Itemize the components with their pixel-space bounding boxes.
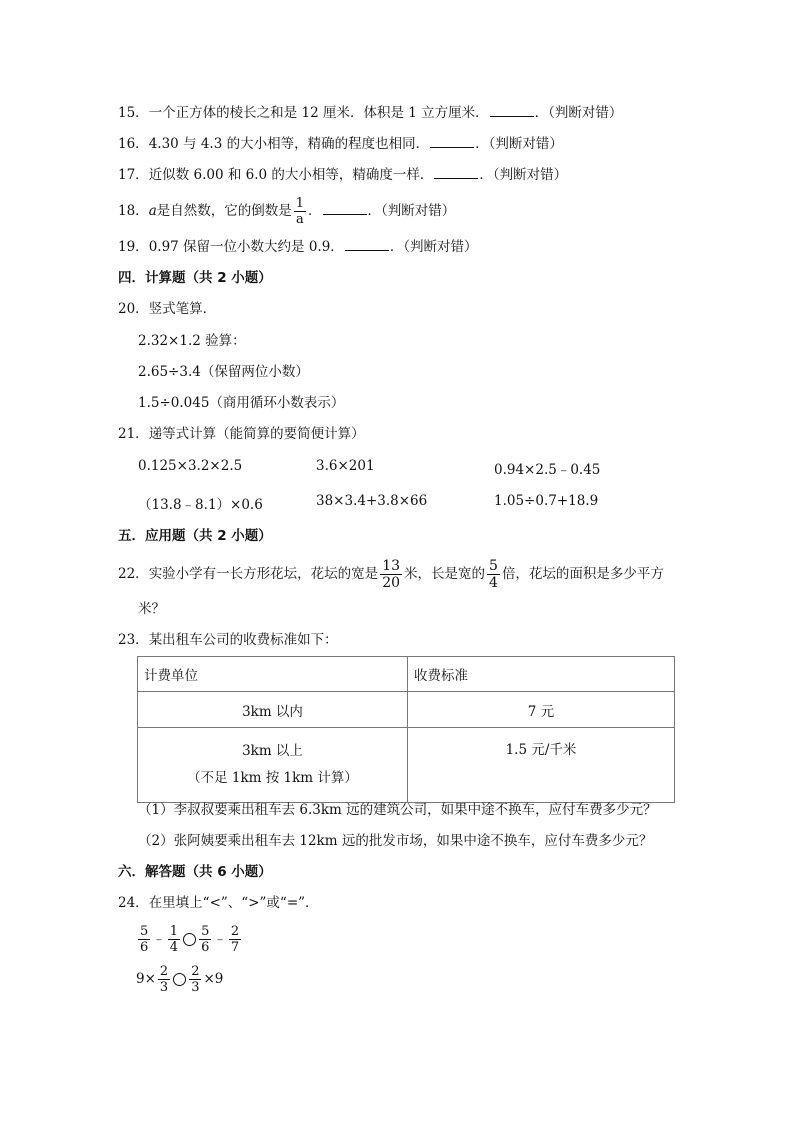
fraction-denominator: a [296, 212, 304, 227]
fraction-numerator: 13 [382, 558, 401, 574]
expression: （13.8﹣8.1）×0.6 [138, 497, 263, 513]
answer-blank[interactable] [345, 237, 389, 251]
question-18: 18．a是自然数，它的倒数是 $\frac{1}{a}$ ． ．（判断对错） [118, 196, 456, 227]
question-text: 递等式计算（能简算的要简便计算） [148, 426, 365, 442]
fraction-numerator: 1 [295, 196, 305, 211]
question-tail: ．（判断对错） [479, 167, 568, 183]
table-cell: 1.5 元/千米 [408, 728, 675, 803]
comparison-2 [136, 962, 223, 996]
fraction-numerator: 5 [489, 558, 498, 574]
fraction [138, 925, 150, 954]
question-21 [118, 424, 365, 444]
question-19 [118, 237, 478, 257]
question-number: 18． [118, 203, 149, 219]
operand: 9× [136, 971, 156, 987]
question-number: 20． [118, 301, 149, 317]
question-20 [118, 299, 216, 319]
fraction-numerator: 1 [169, 924, 179, 939]
expression: 0.94×2.5﹣0.45 [494, 462, 601, 478]
fraction-denominator: 6 [201, 940, 210, 955]
fraction-5-4 [487, 559, 500, 590]
question-number: 24． [118, 895, 149, 911]
sub-question-2: （2）张阿姨要乘出租车去 12km 远的批发市场，如果中途不换车，应付车费多少元？ [138, 833, 653, 849]
question-text: 倍，花坛的面积是多少平方 [501, 566, 664, 582]
fraction-denominator: 7 [230, 940, 240, 955]
compare-circle-blank[interactable] [173, 973, 186, 986]
question-tail: ．（判断对错） [367, 203, 456, 219]
expression: 1.05÷0.7+18.9 [494, 493, 599, 509]
fraction [158, 965, 170, 994]
sub-question-1: （1）李叔叔要乘出租车去 6.3km 远的建筑公司，如果中途不换车，应付车费多少元？ [138, 802, 657, 818]
question-text: 是自然数，它的倒数是 [156, 203, 292, 219]
header-cell: 计费单位 [138, 657, 408, 692]
question-tail: ．（判断对错） [534, 105, 623, 121]
question-number: 19． [118, 239, 149, 255]
fraction-numerator: 5 [201, 924, 210, 939]
cell-line: 3km 以上 [242, 743, 303, 759]
section-heading-4: 四．计算题（共 2 小题） [118, 270, 272, 286]
fraction-denominator: 3 [191, 980, 200, 995]
question-tail: ．（判断对错） [475, 136, 563, 152]
question-number: 22． [118, 566, 149, 582]
cell-line: （不足 1km 按 1km 计算） [187, 770, 358, 786]
table-row [138, 728, 675, 803]
section-heading-6: 六．解答题（共 6 小题） [118, 864, 272, 880]
question-number: 23． [118, 632, 149, 648]
question-number: 21． [118, 426, 149, 442]
table-cell: 7 元 [408, 692, 675, 728]
comparison-1 [136, 922, 243, 956]
question-text: 实验小学有一长方形花坛，花坛的宽是 [148, 566, 379, 582]
question-23 [118, 630, 338, 650]
fraction-denominator: 20 [382, 575, 401, 591]
operator: ﹣ [213, 931, 227, 947]
fraction-denominator: 3 [159, 980, 169, 995]
expression: 3.6×201 [316, 458, 375, 474]
operator: ﹣ [152, 931, 166, 947]
answer-blank[interactable] [490, 103, 534, 117]
fraction-numerator: 2 [159, 964, 169, 979]
fraction-denominator: 4 [169, 940, 179, 955]
question-number: 15． [118, 105, 149, 121]
expression: 38×3.4+3.8×66 [316, 493, 428, 509]
question-15 [118, 103, 622, 123]
question-22 [118, 558, 664, 590]
fraction-numerator: 5 [140, 924, 149, 939]
calc-item-2: 2.65÷3.4（保留两位小数） [138, 364, 309, 380]
question-text: 竖式笔算． [148, 301, 217, 317]
section-heading-5: 五．应用题（共 2 小题） [118, 528, 272, 544]
question-text: 某出租车公司的收费标准如下： [148, 632, 338, 648]
question-tail: ．（判断对错） [389, 239, 478, 255]
fraction-13-20 [380, 559, 402, 590]
fraction-one-over-a [294, 197, 306, 226]
compare-circle-blank[interactable] [183, 933, 196, 946]
fraction [229, 925, 241, 954]
table-header-row [138, 657, 675, 692]
fraction [199, 925, 211, 954]
fraction-numerator: 2 [230, 924, 240, 939]
question-text: 一个正方体的棱长之和是 12 厘米．体积是 1 立方厘米． [148, 105, 489, 121]
question-text: 4.30 与 4.3 的大小相等，精确的程度也相同． [148, 136, 430, 152]
question-text: 0.97 保留一位小数大约是 0.9． [148, 239, 344, 255]
variable-a: a [148, 203, 157, 219]
question-number: 16． [118, 136, 149, 152]
table-cell: 3km 以内 [138, 692, 408, 728]
answer-blank[interactable] [323, 201, 367, 215]
header-cell: 收费标准 [408, 657, 675, 692]
answer-blank[interactable] [434, 165, 478, 179]
operand: ×9 [203, 971, 224, 987]
question-number: 17． [118, 167, 149, 183]
calc-item-1: 2.32×1.2 验算： [138, 333, 246, 349]
fare-table [137, 656, 675, 803]
fraction-denominator: 4 [489, 575, 498, 591]
fraction-numerator: 2 [191, 964, 200, 979]
fraction-denominator: 6 [140, 940, 149, 955]
question-text: 近似数 6.00 和 6.0 的大小相等，精确度一样． [148, 167, 434, 183]
fraction [189, 965, 201, 994]
answer-blank[interactable] [430, 134, 474, 148]
expression: 0.125×3.2×2.5 [138, 458, 243, 474]
question-text: 在里填上“<”、“>”或“=”． [148, 895, 319, 911]
question-16 [118, 134, 563, 154]
fraction [168, 925, 180, 954]
calc-item-3: 1.5÷0.045（商用循环小数表示） [138, 395, 345, 411]
question-24 [118, 893, 319, 913]
question-text: 米，长是宽的 [404, 566, 486, 582]
table-cell [138, 728, 408, 803]
table-row [138, 692, 675, 728]
question-22-continued: 米？ [138, 601, 165, 617]
question-17 [118, 165, 567, 185]
